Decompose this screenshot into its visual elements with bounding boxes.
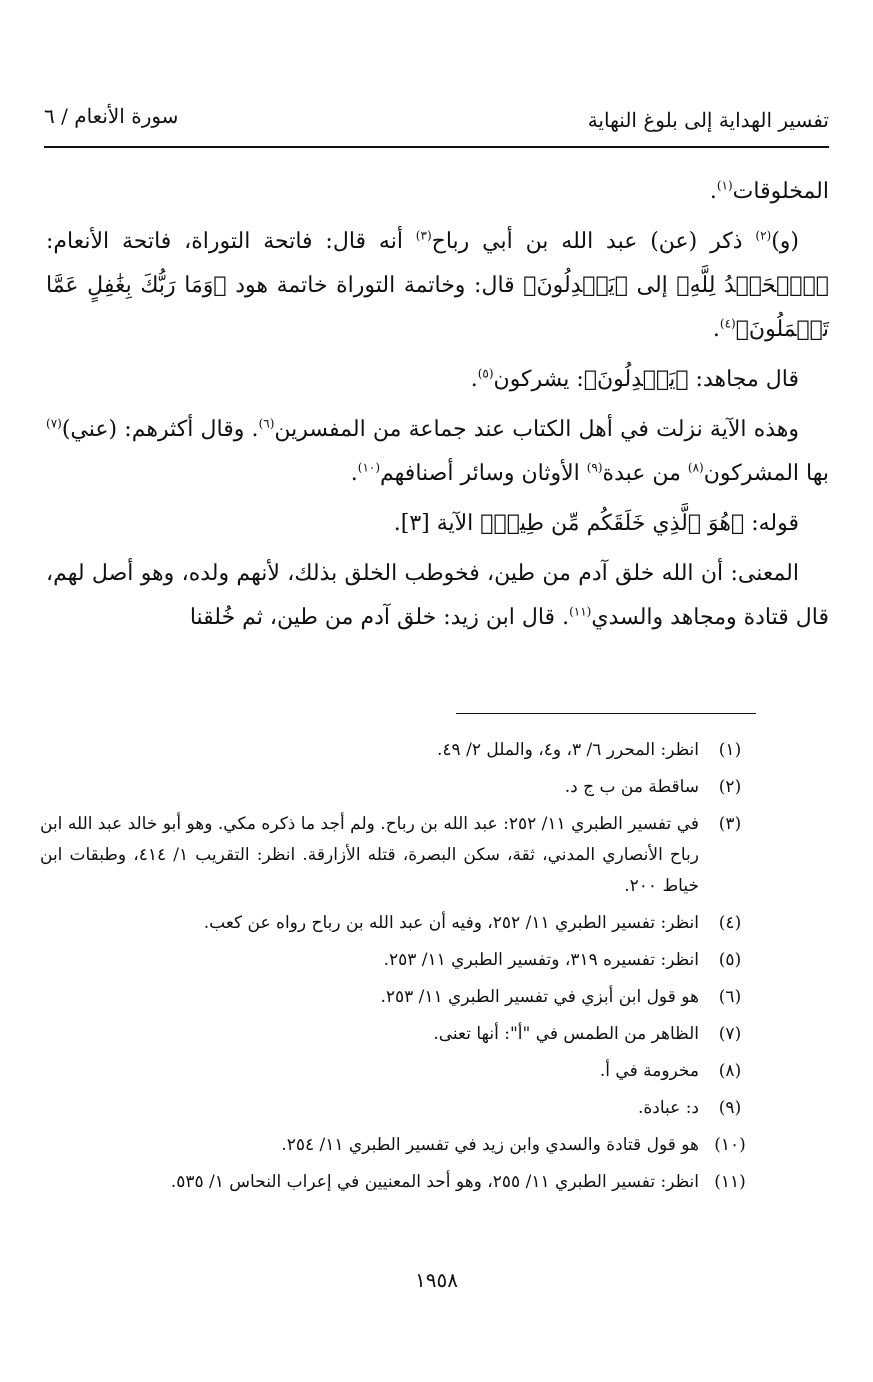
footnote-number: (٥) (718, 950, 742, 970)
footnote-ref-2: (٢) (755, 228, 772, 243)
main-text (46, 170, 829, 640)
footnote-number: (٤) (718, 913, 742, 933)
footnote-number: (١) (718, 740, 742, 760)
footnote-number: (٨) (718, 1061, 742, 1081)
footnote-ref-7: (٧) (46, 416, 62, 431)
quran-quote: ﴿يَعۡدِلُونَ﴾ (523, 273, 629, 298)
footnote (40, 1130, 755, 1161)
footnote-ref-3: (٣) (415, 228, 432, 243)
paragraph-3: قال مجاهد: ﴿يَعۡدِلُونَ﴾: يشركون$^{(٥)}$. (470, 366, 799, 392)
footnote-ref-11: (١١) (569, 604, 592, 619)
footnote-ref-8: (٨) (687, 460, 704, 475)
footnote-number: (١١) (714, 1172, 746, 1192)
footnote (40, 1167, 755, 1198)
footnote (40, 809, 755, 902)
footnote-number: (٢) (718, 777, 742, 797)
footnote (40, 908, 755, 939)
quran-quote: ﴿ٱلۡحَمۡدُ لِلَّهِ﴾ (676, 273, 829, 298)
book-title: تفسير الهداية إلى بلوغ النهاية (587, 108, 829, 132)
footnote-text: د: عبادة. (637, 1098, 699, 1118)
footnote (40, 1093, 755, 1124)
footnotes (40, 735, 755, 1204)
footnote (40, 1019, 755, 1050)
header-rule (44, 146, 829, 148)
paragraph-5: قوله: ﴿هُوَ ٱلَّذِي خَلَقَكُم مِّن طِينٖ﴾ الآية [٣]. (393, 511, 799, 536)
footnote-number: (١٠) (714, 1135, 746, 1155)
footnote (40, 982, 755, 1013)
footnote-text: انظر: المحرر ٦/ ٣، و٤، والملل ٢/ ٤٩. (437, 740, 699, 760)
footnote (40, 1056, 755, 1087)
footnote-ref-5: (٥) (477, 366, 494, 381)
footnote (40, 945, 755, 976)
paragraph-2: (و)$^{(٢)}$ ذكر (عن) عبد الله بن أبي رباح$^{(٣)}$ أنه قال: فاتحة التوراة، فاتحة الأنعام: ﴿ٱلۡحَمۡدُ لِلَّهِ﴾ إلى ﴿يَعۡدِلُونَ﴾ قال: وخاتمة التوراة خاتمة هود ﴿وَمَا رَبُّكَ بِغَٰفِلٍ عَمَّا تَعۡمَلُونَ﴾$^{(٤)}$. (46, 228, 829, 342)
footnote-ref-4: (٤) (719, 316, 736, 331)
surah-label: سورة الأنعام / ٦ (44, 104, 179, 128)
running-header (44, 104, 829, 144)
paragraph-6: المعنى: أن الله خلق آدم من طين، فخوطب الخلق بذلك، لأنهم ولده، وهو أصل لهم، قال قتادة ومجاهد والسدي$^{(١١)}$. قال ابن زيد: خلق آدم من طين، ثم خُلقنا (46, 561, 829, 630)
footnote-ref-6: (٦) (258, 416, 275, 431)
footnote-text: انظر: تفسير الطبري ١١/ ٢٥٢، وفيه أن عبد الله بن رباح رواه عن كعب. (203, 913, 699, 933)
quran-quote: ﴿يَعۡدِلُونَ﴾ (583, 367, 689, 392)
footnote-ref-1: (١) (716, 178, 733, 193)
footnote-text: مخرومة في أ. (599, 1061, 699, 1081)
footnote-number: (٣) (718, 814, 742, 834)
footnote-ref-9: (٩) (586, 460, 603, 475)
footnote-text: هو قول ابن أبزي في تفسير الطبري ١١/ ٢٥٣. (380, 987, 699, 1007)
footnote-text: هو قول قتادة والسدي وابن زيد في تفسير الطبري ١١/ ٢٥٤. (281, 1135, 699, 1155)
footnote-ref-10: (١٠) (357, 460, 381, 475)
footnote-text: انظر: تفسيره ٣١٩، وتفسير الطبري ١١/ ٢٥٣. (383, 950, 699, 970)
footnote (40, 735, 755, 766)
quran-quote: ﴿وَمَا رَبُّكَ بِغَٰفِلٍ عَمَّا تَعۡمَلُونَ﴾ (46, 273, 829, 342)
paragraph-4: وهذه الآية نزلت في أهل الكتاب عند جماعة من المفسرين$^{(٦)}$. وقال أكثرهم: (عني)$^{(٧)}$ بها المشركون$^{(٨)}$ من عبدة$^{(٩)}$ الأوثان وسائر أصنافهم$^{(١٠)}$. (46, 416, 829, 486)
footnote-separator (456, 713, 756, 714)
footnote-text: الظاهر من الطمس في "أ": أنها تعنى. (433, 1024, 699, 1044)
footnote-text: انظر: تفسير الطبري ١١/ ٢٥٥، وهو أحد المعنيين في إعراب النحاس ١/ ٥٣٥. (170, 1172, 699, 1192)
page-number: ١٩٥٨ (415, 1268, 458, 1292)
paragraph-1: المخلوقات$^{(١)}$. (709, 178, 829, 204)
quran-quote: ﴿هُوَ ٱلَّذِي خَلَقَكُم مِّن طِينٖ﴾ (480, 511, 745, 536)
footnote-number: (٩) (718, 1098, 742, 1118)
footnote (40, 772, 755, 803)
footnote-text: في تفسير الطبري ١١/ ٢٥٢: عبد الله بن رباح. ولم أجد ما ذكره مكي. وهو أبو خالد عبد الله ابن رباح الأنصاري المدني، ثقة، سكن البصرة، قتله الأزارقة. انظر: التقريب ١/ ٤١٤، وطبقات ابن خياط ٢٠٠. (40, 814, 699, 896)
footnote-text: ساقطة من ب ج د. (564, 777, 699, 797)
footnote-number: (٦) (718, 987, 742, 1007)
footnote-number: (٧) (718, 1024, 742, 1044)
